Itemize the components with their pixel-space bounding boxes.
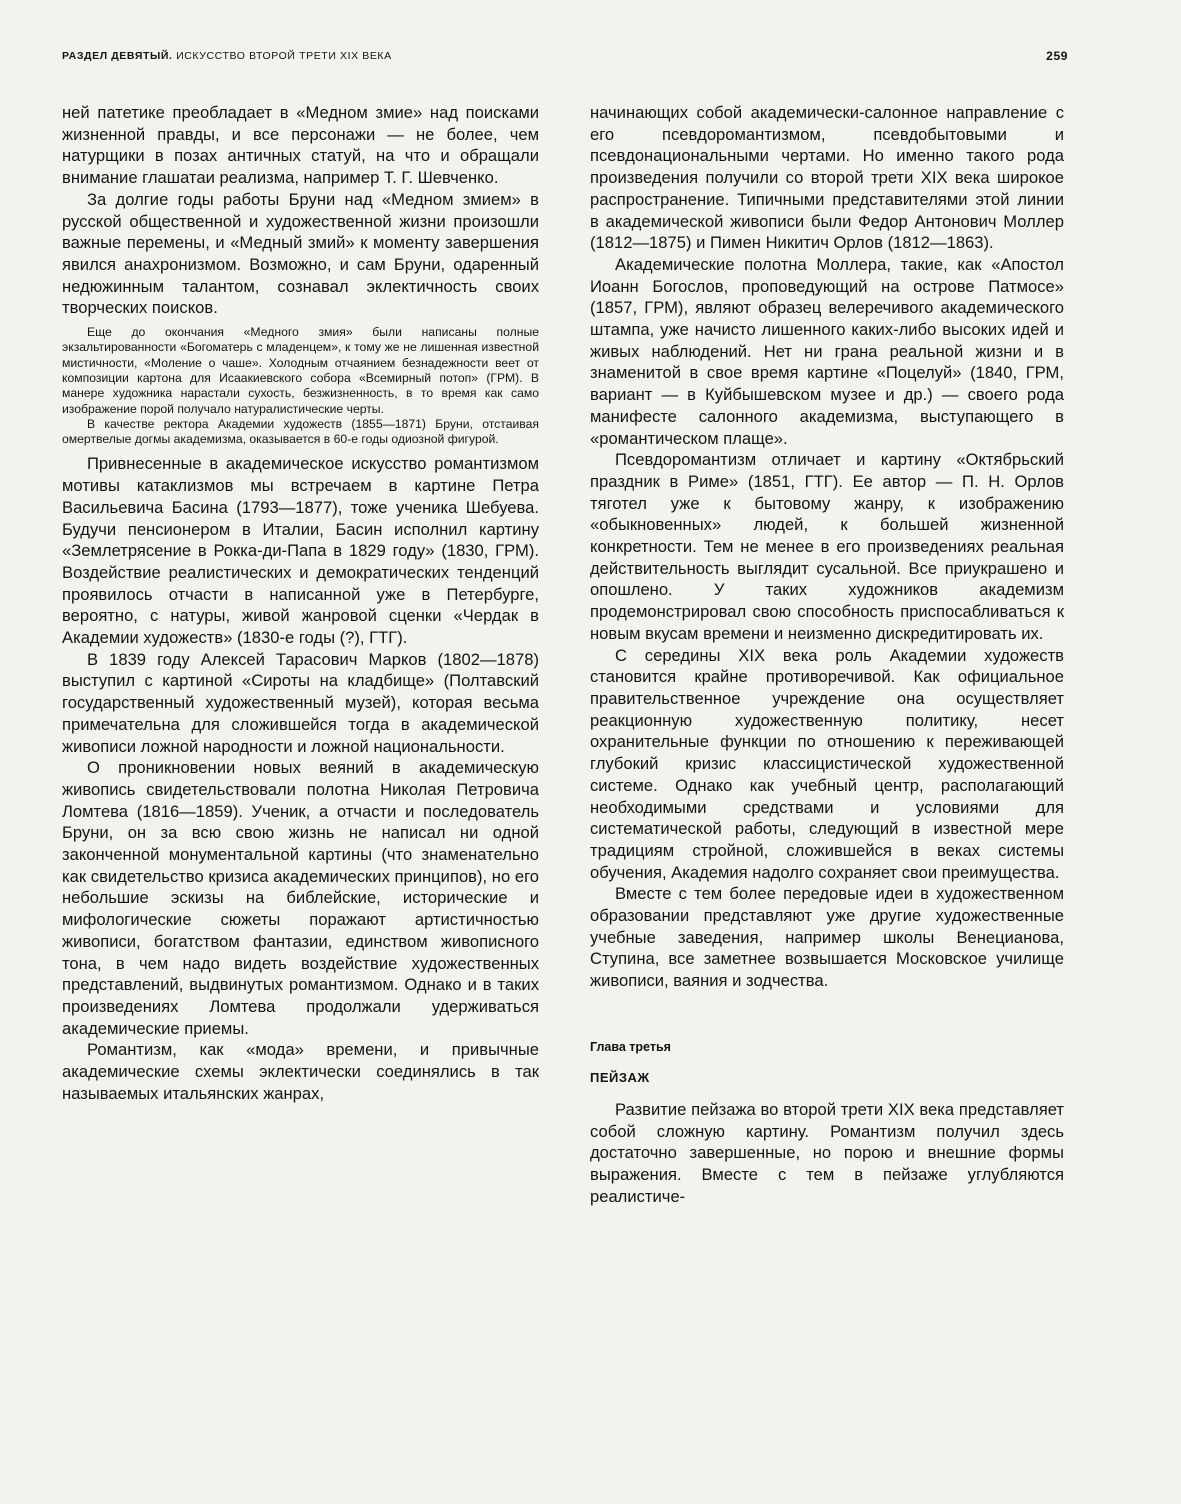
running-header [62,48,1068,64]
paragraph: Академические полотна Моллера, такие, как «Апостол Иоанн Богослов, проповедующий на острове Патмосе» (1857, ГРМ), являют образец велеречивого академического штампа, уже начисто лишенного каких-либо высоких идей и живых наблюдений. Нет ни грана реальной жизни и в знаменитой в свое время картине «Поцелуй» (1840, ГРМ, вариант — в Куйбышевском музее и др.) — своего рода манифесте салонного академизма, выступающего в «романтическом плаще». [590,254,1064,448]
section-label: РАЗДЕЛ ДЕВЯТЫЙ. [62,50,173,62]
paragraph: В 1839 году Алексей Тарасович Марков (1802—1878) выступил с картиной «Сироты на кладбище» (Полтавский государственный художественный музей), которая весьма примечательна для сложившейся тогда в академической живописи ложной народности и ложной национальности. [62,649,539,756]
section-subtitle: ИСКУССТВО ВТОРОЙ ТРЕТИ XIX ВЕКА [176,50,392,62]
left-column [62,102,539,1105]
right-column [590,102,1064,1207]
paragraph: Романтизм, как «мода» времени, и привычные академические схемы эклектически соединялись в так называемых итальянских жанрах, [62,1040,539,1103]
paragraph: начинающих собой академически-салонное направление с его псевдоромантизмом, псевдобытовыми и псевдонациональными чертами. Но именно такого рода произведения получили со второй трети XIX века широкое распространение. Типичными представителями этой линии в академической живописи были Федор Антонович Моллер (1812—1875) и Пимен Никитич Орлов (1812—1863). [590,103,1064,253]
paragraph: ней патетике преобладает в «Медном змие» над поисками жизненной правды, и все персонажи — не более, чем натурщики в позах античных статуй, на что и обращали внимание глашатаи реализма, например Т. Г. Шевченко. [62,103,539,188]
paragraph: Привнесенные в академическое искусство романтизмом мотивы катаклизмов мы встречаем в картине Петра Васильевича Басина (1793—1877), тоже ученика Шебуева. Будучи пенсионером в Италии, Басин исполнил картину «Землетрясение в Рокка-ди-Папа в 1829 году» (1830, ГРМ). Воздействие реалистических и демократических тенденций проявилось отчасти в написанной уже в Петербурге, вероятно, с натуры, живой жанровой сценки «Чердак в Академии художеств» (1830-е годы (?), ГТГ). [62,454,539,648]
paragraph: С середины XIX века роль Академии художеств становится крайне противоречивой. Как официальное правительственное учреждение она осуществляет реакционную художественную политику, несет охранительные функции по отношению к переживающей глубокий кризис классицистической художественной системе. Однако как учебный центр, располагающий необходимыми средствами и условиями для систематической работы, следующий в известной мере традициям стройной, сложившейся в веках системы обучения, Академия надолго сохраняет свои преимущества. [590,645,1064,882]
paragraph: Вместе с тем более передовые идеи в художественном образовании представляют уже другие художественные учебные заведения, например школы Венецианова, Ступина, все заметнее возвышается Московское училище живописи, ваяния и зодчества. [590,884,1064,991]
page-number: 259 [1046,49,1068,63]
chapter-title: ПЕЙЗАЖ [590,1069,650,1085]
paragraph: Развитие пейзажа во второй трети XIX века представляет собой сложную картину. Романтизм получил здесь достаточно завершенные, но порою и внешние формы выражения. Вместе с тем в пейзаже углубляются реалистиче- [590,1099,1064,1206]
paragraph: О проникновении новых веяний в академическую живопись свидетельствовали полотна Николая Петровича Ломтева (1816—1859). Ученик, а отчасти и последователь Бруни, он за всю свою жизнь не написал ни одной законченной монументальной картины (что знаменательно как свидетельство кризиса академических принципов), но его небольшие эскизы на библейские, исторические и мифологические сюжеты поражают артистичностью живописи, богатством фантазии, единством живописного тона, в чем надо видеть воздействие художественных представлений, выдвинутых романтизмом. Однако и в таких произведениях Ломтева продолжали удерживаться академические приемы. [62,758,539,1038]
chapter-label: Глава третья [590,1039,671,1054]
footnote-paragraph: Еще до окончания «Медного змия» были написаны полные экзальтированности «Богоматерь с младенцем», к тому же не лишенная известной мистичности, «Моление о чаше». Холодным отчаянием безнадежности веет от композиции картона для Исаакиевского собора «Всемирный потоп» (ГРМ). В манере художника нарастали сухость, безжизненность, в то время как само изображение порой получало натуралистические черты. [62,325,539,416]
paragraph: За долгие годы работы Бруни над «Медном змием» в русской общественной и художественной жизни произошли важные перемены, и «Медный змий» к моменту завершения явился анахронизмом. Возможно, и сам Бруни, одаренный недюжинным талантом, сознавал эклектичность своих творческих поисков. [62,189,539,318]
footnote-paragraph: В качестве ректора Академии художеств (1855—1871) Бруни, отстаивая омертвелые догмы академизма, оказывается в 60-е годы одиозной фигурой. [62,416,539,447]
paragraph: Псевдоромантизм отличает и картину «Октябрьский праздник в Риме» (1851, ГТГ). Ее автор — П. Н. Орлов тяготел уже к бытовому жанру, к изображению «обыкновенных» людей, к большей жизненной конкретности. Тем не менее в его произведениях реальная действительность выглядит сусальной. Все приукрашено и опошлено. У таких художников академизм продемонстрировал свою способность приспосабливаться к новым вкусам времени и неизменно дискредитировать их. [590,450,1064,643]
